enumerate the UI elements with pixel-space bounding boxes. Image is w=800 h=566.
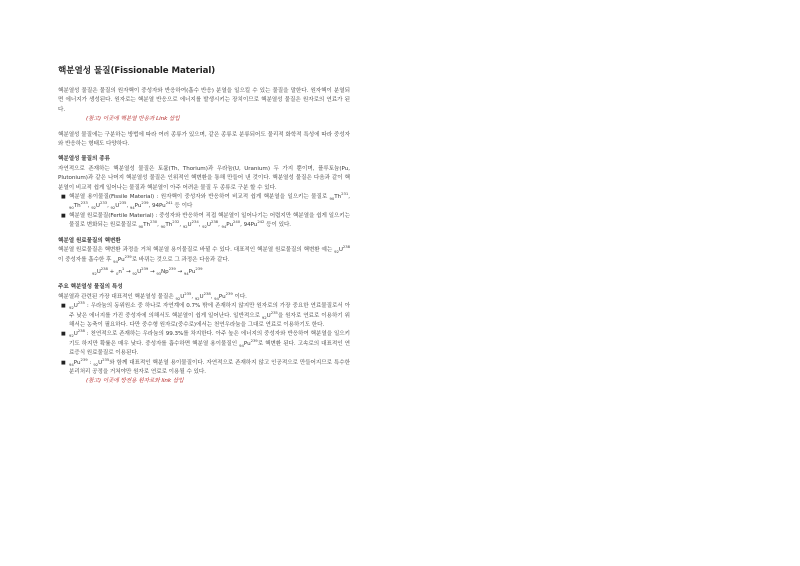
bullet-icon: ■ bbox=[61, 331, 66, 338]
main-materials-paragraph: 핵분열과 관련된 가장 대표적인 핵분열성 물질은 $_{92}U^{235}$, $_{92}U^{238}$, $_{94}Pu^{239}$ 이다. bbox=[58, 290, 247, 301]
classification-paragraph: 핵분열성 물질에는 구분하는 방법에 따라 여러 종류가 있으며, 같은 종류로 분류되어도 물리적 화학적 특성에 따라 중성자와 반응하는 형태도 다양하다. bbox=[58, 131, 350, 148]
types-list bbox=[58, 193, 350, 231]
conversion-equation: $_{92}U^{238} + _0n^1 \to _{92}U^{239} \to _{93}Np^{239} \to _{94}Pu^{239}$ bbox=[92, 266, 203, 277]
bullet-icon: ■ bbox=[61, 194, 66, 201]
main-materials-heading: 주요 핵분열성 물질의 특성 bbox=[58, 284, 123, 291]
main-materials-list bbox=[58, 302, 350, 377]
list-item-u235: ■ $_{92}U^{235}$ : 우라늄의 동위원소 중 하나로 자연계에 0.7% 밖에 존재하지 않지만 원자로의 가장 중요한 연료물질로서 아주 낮은 에너지를 가진 중성자에 의해서도 핵분열이 쉽게 일어난다. 일반적으로 $_{92}U^{235}$을 원자로 연료로 이용하기 위해서는 농축이 필요하다. 다만 중수형 원자로(중수로)에서는 천연우라늄을 그대로 연료로 이용하기도 한다. bbox=[61, 300, 351, 328]
types-paragraph: 자연적으로 존재하는 핵분열성 물질은 토륨(Th, Thorium)과 우라늄(U, Uranium) 두 가지 뿐이며, 플루토늄(Pu, Plutonium)과 같은 나머지 핵분열성 물질은 인위적인 핵변환을 통해 만들어 낸 것이다. 핵분열성 물질은 다음과 같이 핵분열이 비교적 쉽게 일어나는 물질과 핵분열이 아주 어려운 물질 두 종류로 구분 할 수 있다. bbox=[58, 165, 350, 191]
list-item-fertile: ■ 핵분열 원료물질(Fertile Material) : 중성자와 반응하여 직접 핵분열이 일어나기는 어렵지만 핵분열을 쉽게 일으키는 물질로 변화되는 원료물질로 $_{90}Th^{230}$, $_{90}Th^{232}$, $_{92}U^{234}$, $_{92}U^{238}$, $_{94}Pu^{240}$, 94Pu$^{242}$ 등이 있다. bbox=[61, 212, 350, 230]
list-item-pu239: ■ $_{94}Pu^{239}$ : $_{92}U^{235}$와 함께 대표적인 핵분열 용이물질이다. 자연적으로 존재하지 않고 인공적으로 만들어지므로 특수한 분리처리 공정을 거쳐야만 원자로 연료로 이용될 수 있다. bbox=[61, 356, 350, 375]
list-item-fissile: ■ 핵분열 용이물질(Fissile Material) : 원자핵이 중성자와 반응하여 비교적 쉽게 핵분열을 일으키는 물질로 $_{90}Th^{231}$, $_{90}Th^{233}$, $_{92}U^{233}$, $_{92}U^{235}$, $_{94}Pu^{239}$, 94Pu$^{241}$ 등 이다 bbox=[61, 191, 350, 211]
intro-paragraph: 핵분열성 물질은 물질의 원자핵이 중성자와 반응하여(흡수 반응) 분열을 일으킬 수 있는 물질을 말한다. 원자핵이 분열되면 에너지가 생성된다. 원자로는 핵분열 반응으로 에너지를 발생시키는 장치이므로 핵분열성 물질은 원자로의 연료가 된다. bbox=[58, 88, 350, 113]
list-item-u238: ■ $_{92}U^{238}$ : 천연적으로 존재하는 우라늄의 99.3%를 차지한다. 아주 높은 에너지의 중성자와 반응하여 핵분열을 일으키기도 하지만 확률은 매우 낮다. 중성자를 흡수하면 핵분열 용이물질인 $_{94}Pu^{239}$로 핵변환 된다. 고속로의 대표적인 연료증식 원료물질로 이용된다. bbox=[61, 328, 350, 357]
bullet-icon: ■ bbox=[61, 212, 66, 219]
conversion-heading: 핵분열 원료물질의 핵변환 bbox=[58, 237, 121, 244]
bullet-icon: ■ bbox=[61, 303, 66, 310]
conversion-paragraph: 핵분열 원료물질은 핵변환 과정을 거쳐 핵분열 용이물질로 바뀔 수 있다. 대표적인 핵분열 원료물질의 핵변환 예는 $_{92}U^{238}$이 중성자를 흡수한 후 $_{94}Pu^{239}$로 바뀌는 것으로 그 과정은 다음과 같다. bbox=[58, 244, 350, 264]
page-title: 핵분열성 물질(Fissionable Material) bbox=[58, 66, 216, 76]
bullet-icon: ■ bbox=[61, 359, 66, 366]
intro-reference-note[interactable]: (참고) 이곳에 핵분열 반응과 Link 삽입 bbox=[86, 116, 180, 123]
document-body bbox=[58, 66, 350, 387]
reactor-reference-note[interactable]: (참고) 이곳에 방전용 원자로와 link 삽입 bbox=[86, 378, 184, 385]
types-heading: 핵분열성 물질의 종류 bbox=[58, 156, 110, 163]
